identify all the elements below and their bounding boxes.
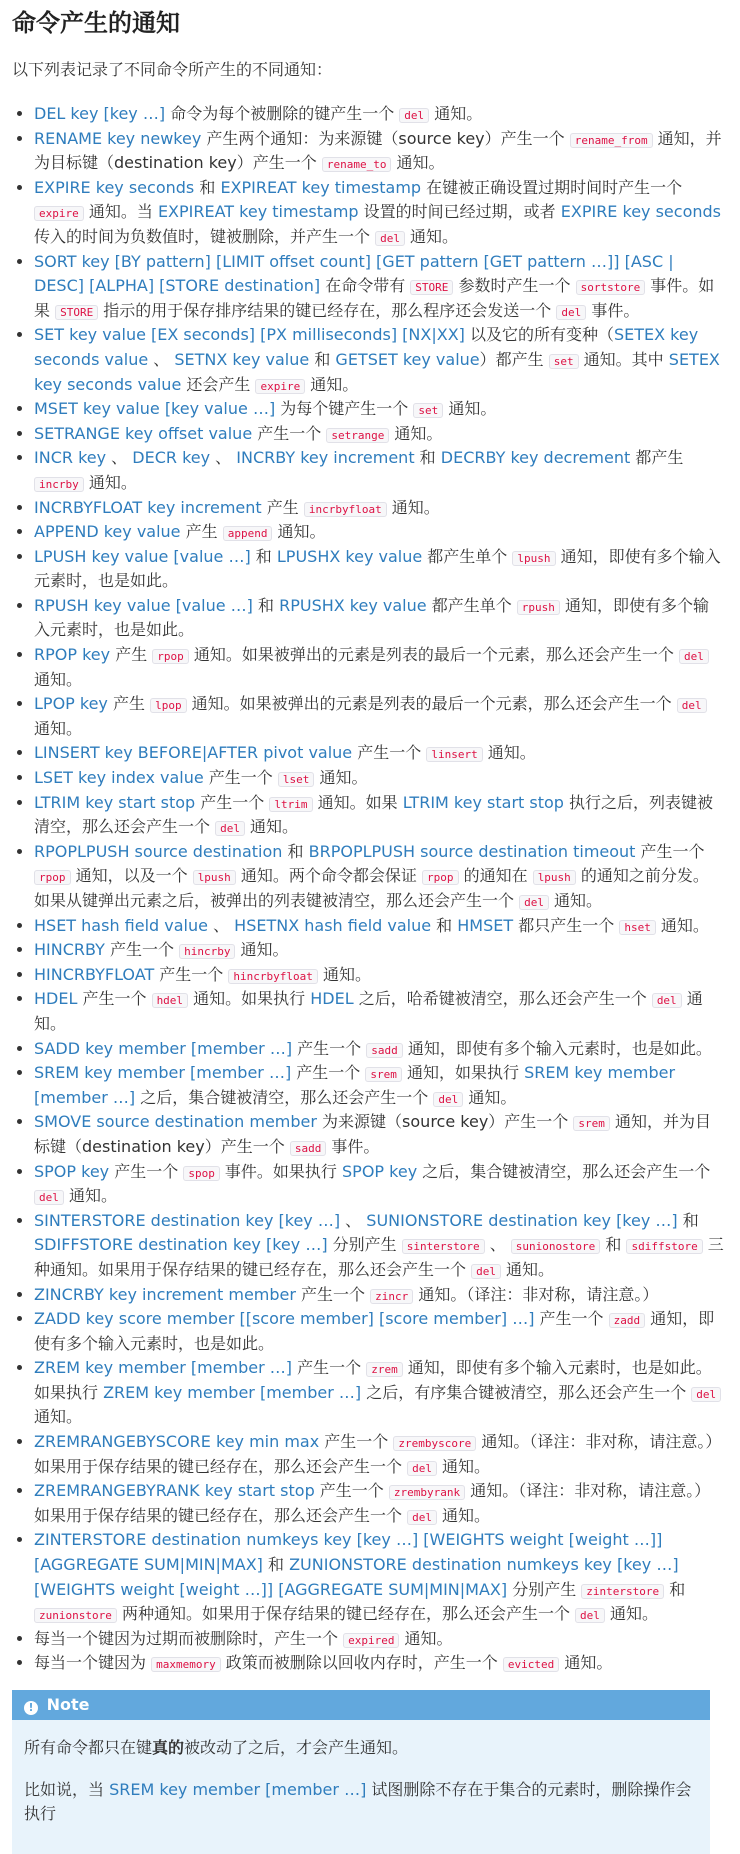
- text-segment: 被改动了之后，才会产生通知。: [184, 1738, 409, 1757]
- text-segment: 产生一个: [352, 743, 427, 763]
- event-code: evicted: [503, 1657, 559, 1672]
- text-segment: 事件。如果执行: [219, 1161, 343, 1181]
- text-segment: 通知，即使有多个输入元素时，也是如此。: [34, 546, 721, 591]
- event-code: STORE: [55, 305, 98, 320]
- text-segment: 、: [484, 1235, 511, 1255]
- event-code: zrembyrank: [389, 1485, 465, 1500]
- list-item: [34, 914, 724, 939]
- text-segment: 命令为每个被删除的键产生一个: [165, 104, 400, 123]
- text-segment: 在键被正确设置过期时间时产生一个: [421, 177, 683, 197]
- event-code: rename_from: [570, 133, 653, 148]
- text-segment: 、: [106, 448, 133, 468]
- text-segment: 通知。: [559, 1653, 613, 1673]
- text-segment: 通知。: [34, 669, 83, 689]
- command-link[interactable]: BRPOPLPUSH source destination timeout: [308, 841, 636, 861]
- event-code: zunionstore: [34, 1608, 117, 1623]
- command-link[interactable]: DECRBY key decrement: [440, 448, 631, 468]
- list-item: [34, 1627, 724, 1652]
- text-segment: 和: [252, 595, 280, 615]
- event-code: sinterstore: [402, 1239, 485, 1254]
- text-segment: 分别产生: [327, 1235, 402, 1255]
- command-link[interactable]: ZREMRANGEBYRANK key start stop: [34, 1481, 315, 1501]
- text-segment: 通知。: [548, 891, 603, 910]
- text-segment: 和: [664, 1579, 686, 1599]
- text-segment: 每当一个键因为: [34, 1653, 152, 1673]
- text-segment: 产生一个: [291, 1063, 366, 1083]
- text-segment: 通知。: [604, 1604, 659, 1624]
- event-code: ltrim: [269, 797, 312, 812]
- text-segment: 产生一个: [252, 423, 327, 443]
- list-item: [34, 1356, 724, 1430]
- text-segment: 、: [148, 349, 175, 369]
- text-segment: 通知，即使有多个输入元素时，也是如此。: [402, 1038, 712, 1058]
- text-segment: 产生一个: [295, 1284, 371, 1304]
- text-segment: 两种通知。如果用于保存结果的键已经存在，那么还会产生一个: [116, 1604, 576, 1624]
- list-item: [34, 766, 724, 791]
- text-segment: 和: [431, 915, 458, 935]
- command-link[interactable]: SPOP key: [342, 1161, 418, 1181]
- command-link[interactable]: SREM key member [member …]: [34, 1063, 676, 1107]
- list-item: [34, 1209, 724, 1283]
- text-segment: 都产生单个: [422, 546, 513, 566]
- command-link[interactable]: HDEL: [34, 989, 78, 1009]
- list-item: [34, 1528, 724, 1626]
- event-code: del: [677, 698, 707, 713]
- command-link[interactable]: RPUSH key value [value …]: [34, 595, 253, 615]
- list-item: [34, 840, 724, 914]
- event-code: del: [652, 993, 682, 1008]
- command-link[interactable]: SPOP key: [34, 1161, 110, 1181]
- list-item: [34, 1307, 724, 1356]
- text-segment: ）都产生: [479, 349, 549, 369]
- text-segment: 为每个键产生一个: [275, 399, 414, 419]
- text-segment: 事件。: [326, 1136, 380, 1156]
- text-segment: 通知，即使有多个输入元素时，也是如此。: [34, 1309, 715, 1353]
- text-segment: 通知，即使有多个输入元素时，也是如此。如果执行: [34, 1358, 712, 1402]
- event-code: spop: [183, 1166, 220, 1181]
- event-code: STORE: [410, 280, 453, 295]
- note-header: [12, 1690, 710, 1720]
- text-segment: 产生一个: [104, 940, 180, 960]
- text-segment: 和: [194, 177, 221, 197]
- text-segment: 通知。: [443, 399, 497, 419]
- text-segment: 试图删除不存在于集合的元素时，删除操作会执行: [24, 1780, 692, 1823]
- text-segment: 政策而被删除以回收内存时，产生一个: [220, 1653, 503, 1673]
- list-item: [34, 1651, 724, 1676]
- text-segment: 比如说，当: [24, 1780, 110, 1799]
- list-item: [34, 176, 724, 250]
- text-segment: 通知。如果被弹出的元素是列表的最后一个元素，那么还会产生一个: [186, 694, 677, 714]
- text-segment: 的通知之前分发。如果从键弹出元素之后，被弹出的列表键被清空，那么还会产生一个: [34, 866, 709, 910]
- text-segment: 产生一个: [154, 964, 229, 984]
- event-code: lpush: [193, 870, 236, 885]
- event-code: linsert: [426, 747, 482, 762]
- emphasis-text: 真的: [152, 1738, 185, 1757]
- event-code: del: [375, 231, 405, 246]
- event-code: expired: [343, 1633, 399, 1648]
- text-segment: 以及它的所有变种（: [464, 325, 614, 345]
- text-segment: 通知。: [314, 768, 368, 788]
- intro-text: 以下列表记录了不同命令所产生的不同通知：: [12, 60, 333, 79]
- event-code: hincrby: [179, 944, 235, 959]
- list-item: [34, 323, 724, 397]
- command-link[interactable]: INCRBY key increment: [236, 448, 415, 468]
- event-code: setrange: [326, 428, 389, 443]
- list-item: [34, 397, 724, 422]
- command-link[interactable]: EXPIRE key seconds: [560, 202, 721, 222]
- text-segment: 通知。（译注：非对称，请注意。）如果用于保存结果的键已经存在，那么还会产生一个: [34, 1432, 722, 1476]
- list-item: [34, 496, 724, 521]
- list-item: [34, 643, 724, 692]
- text-segment: 、: [340, 1210, 367, 1230]
- text-segment: 还会产生: [181, 374, 256, 394]
- event-code: rpop: [152, 649, 189, 664]
- list-item: [34, 1110, 724, 1159]
- text-segment: 通知。如果: [312, 792, 403, 812]
- text-segment: 产生一个: [635, 841, 705, 861]
- list-item: [34, 741, 724, 766]
- command-link[interactable]: HDEL: [310, 989, 354, 1009]
- text-segment: 通知。: [389, 423, 443, 443]
- event-code: append: [223, 526, 273, 541]
- event-code: srem: [365, 1067, 402, 1082]
- command-link[interactable]: ZINCRBY key increment member: [34, 1284, 296, 1304]
- event-code: srem: [573, 1116, 610, 1131]
- list-item: [34, 938, 724, 963]
- text-segment: 通知。: [244, 817, 299, 837]
- list-item: [34, 1160, 724, 1209]
- text-segment: 指示的用于保存排序结果的键已经存在，那么程序还会发送一个: [98, 300, 557, 320]
- command-link[interactable]: LTRIM key start stop: [402, 792, 564, 812]
- command-link[interactable]: HMSET: [457, 915, 514, 935]
- text-segment: 通知。: [34, 989, 703, 1033]
- text-segment: 通知，如果执行: [401, 1063, 525, 1083]
- event-code: set: [413, 403, 443, 418]
- command-link[interactable]: SETEX key seconds value: [34, 325, 699, 369]
- event-code: lpush: [533, 870, 576, 885]
- command-link[interactable]: SETEX key seconds value: [34, 349, 720, 394]
- event-code: lset: [278, 772, 315, 787]
- text-segment: 三种通知。如果用于保存结果的键已经存在，那么还会产生一个: [34, 1235, 724, 1279]
- event-code: zrembyscore: [393, 1436, 476, 1451]
- text-segment: 通知，以及一个: [70, 866, 193, 886]
- text-segment: 通知，并为目标键（destination key）产生一个: [34, 1112, 711, 1156]
- text-segment: 通知。: [83, 472, 137, 492]
- text-segment: 之后，集合键被清空，那么还会产生一个: [417, 1161, 711, 1181]
- text-segment: 通知。其中: [578, 349, 669, 369]
- text-segment: 和: [414, 448, 441, 468]
- text-segment: 产生: [107, 694, 151, 714]
- list-item: [34, 1479, 724, 1528]
- list-item: [34, 520, 724, 545]
- event-code: del: [471, 1264, 501, 1279]
- text-segment: 分别产生: [507, 1579, 582, 1599]
- command-link[interactable]: SDIFFSTORE destination key [key …]: [34, 1235, 328, 1255]
- text-segment: 通知。: [386, 497, 440, 517]
- list-item: [34, 1283, 724, 1308]
- command-link[interactable]: HSET hash field value: [34, 915, 208, 935]
- text-segment: 通知。（译注：非对称，请注意。）: [413, 1284, 659, 1304]
- page-title: 命令产生的通知: [12, 9, 180, 37]
- command-link[interactable]: SETRANGE key offset value: [34, 423, 253, 443]
- event-code: del: [407, 1461, 437, 1476]
- text-segment: 通知。两个命令都会保证: [235, 866, 422, 886]
- text-segment: 产生两个通知：为来源键（source key）产生一个: [201, 128, 570, 148]
- list-item: [34, 127, 724, 176]
- event-code: sunionostore: [511, 1239, 600, 1254]
- text-segment: 通知。: [436, 1505, 491, 1525]
- event-code: del: [407, 1510, 437, 1525]
- command-link[interactable]: RPUSHX key value: [279, 595, 427, 615]
- text-segment: 产生一个: [314, 1481, 389, 1501]
- text-segment: 的通知在: [458, 866, 533, 886]
- list-item: [34, 250, 724, 324]
- text-segment: 通知。: [655, 915, 709, 935]
- event-code: del: [575, 1608, 605, 1623]
- text-segment: 之后，有序集合键被清空，那么还会产生一个: [361, 1382, 692, 1402]
- command-link[interactable]: SUNIONSTORE destination key [key …]: [366, 1210, 678, 1230]
- command-link[interactable]: ZREM key member [member …]: [34, 1358, 293, 1378]
- text-segment: 所有命令都只在键: [24, 1738, 153, 1757]
- command-link[interactable]: GETSET key value: [335, 349, 480, 369]
- command-link[interactable]: ZREM key member [member …]: [103, 1382, 362, 1402]
- list-item: [34, 545, 724, 594]
- text-segment: 通知。如果执行: [188, 989, 311, 1009]
- command-link[interactable]: EXPIREAT key timestamp: [220, 177, 422, 197]
- command-link[interactable]: EXPIRE key seconds: [34, 177, 195, 197]
- text-segment: 为来源键（source key）产生一个: [316, 1112, 574, 1132]
- text-segment: 参数时产生一个: [453, 276, 576, 296]
- text-segment: 、: [210, 448, 237, 468]
- text-segment: 通知。: [399, 1628, 453, 1648]
- text-segment: 通知。: [436, 1456, 491, 1476]
- text-segment: 都产生: [630, 448, 684, 468]
- note-body: [12, 1720, 710, 1854]
- text-segment: 产生: [180, 522, 223, 542]
- command-link[interactable]: HINCRBY: [34, 940, 105, 960]
- text-segment: 通知。: [63, 1186, 117, 1206]
- command-link[interactable]: ZUNIONSTORE destination numkeys key [key …] [WEIGHTS weight [weight …]] [AGGREGATE SUM|MIN|MAX]: [34, 1555, 679, 1599]
- text-segment: 通知。: [235, 940, 289, 960]
- command-link[interactable]: SREM key member [member …]: [34, 1063, 292, 1083]
- text-segment: 产生一个: [292, 1358, 367, 1378]
- list-item: [34, 102, 724, 127]
- event-code: del: [691, 1387, 721, 1402]
- command-link[interactable]: ZINTERSTORE destination numkeys key [key …] [WEIGHTS weight [weight …]] [AGGREGATE SUM|MIN|MAX]: [34, 1530, 663, 1575]
- text-segment: 执行之后，列表键被清空，那么还会产生一个: [34, 792, 714, 837]
- list-item: [34, 791, 724, 840]
- command-link[interactable]: SMOVE source destination member: [34, 1112, 317, 1132]
- command-link[interactable]: RENAME key newkey: [34, 128, 202, 148]
- list-item: [34, 1061, 724, 1110]
- event-code: hset: [619, 920, 656, 935]
- command-link[interactable]: LPOP key: [34, 694, 108, 714]
- text-segment: 设置的时间已经过期，或者: [358, 202, 561, 222]
- event-code: del: [215, 821, 245, 836]
- text-segment: 通知。: [391, 153, 445, 173]
- event-code: del: [556, 305, 586, 320]
- event-code: del: [433, 1092, 463, 1107]
- text-segment: 通知。: [317, 964, 371, 984]
- command-link[interactable]: LPUSH key value [value …]: [34, 546, 251, 566]
- text-segment: 产生一个: [319, 1432, 394, 1452]
- command-link[interactable]: LSET key index value: [34, 768, 204, 788]
- event-code: rpop: [422, 870, 459, 885]
- event-code: expire: [255, 379, 305, 394]
- list-item: [34, 692, 724, 741]
- text-segment: 通知。: [463, 1087, 517, 1107]
- event-code: del: [519, 895, 549, 910]
- command-link[interactable]: ZADD key score member [[score member] [score member] …]: [34, 1309, 535, 1329]
- command-link[interactable]: APPEND key value: [34, 522, 181, 542]
- event-code: incrby: [34, 477, 84, 492]
- text-segment: 、: [207, 915, 235, 935]
- command-link[interactable]: LTRIM key start stop: [34, 792, 196, 812]
- event-code: hincrbyfloat: [228, 969, 317, 984]
- event-code: incrbyfloat: [304, 502, 387, 517]
- text-segment: 产生一个: [292, 1038, 367, 1058]
- command-link[interactable]: SETNX key value: [174, 349, 310, 369]
- text-segment: 在命令带有: [320, 276, 411, 296]
- event-code: zincr: [370, 1289, 413, 1304]
- event-code: sdiffstore: [626, 1239, 702, 1254]
- command-link[interactable]: MSET key value [key value …]: [34, 399, 276, 419]
- event-code: del: [34, 1190, 64, 1205]
- text-segment: 产生: [261, 497, 304, 517]
- event-code: maxmemory: [151, 1657, 221, 1672]
- command-link[interactable]: SORT key [BY pattern] [LIMIT offset count] [GET pattern [GET pattern …]] [ASC | DESC] [ALPHA] [STORE destination]: [34, 251, 674, 296]
- text-segment: 事件。如果: [34, 276, 715, 320]
- event-code: set: [549, 354, 579, 369]
- event-code: del: [399, 108, 429, 123]
- text-segment: 都产生单个: [426, 595, 517, 615]
- text-segment: 产生一个: [534, 1309, 609, 1329]
- notification-list: [12, 102, 724, 1676]
- text-segment: 产生: [110, 645, 153, 665]
- event-code: del: [679, 649, 709, 664]
- event-code: rpush: [517, 600, 560, 615]
- text-segment: 通知。: [34, 1407, 83, 1427]
- text-segment: 传入的时间为负数值时，键被删除，并产生一个: [34, 226, 376, 246]
- command-link[interactable]: ZREMRANGEBYSCORE key min max: [34, 1432, 320, 1452]
- event-code: zadd: [609, 1313, 646, 1328]
- command-link[interactable]: INCRBYFLOAT key increment: [34, 497, 262, 517]
- command-link[interactable]: LINSERT key BEFORE|AFTER pivot value: [34, 743, 353, 763]
- event-code: expire: [34, 206, 84, 221]
- note-paragraph: [24, 1736, 698, 1760]
- event-code: zinterstore: [581, 1584, 664, 1599]
- command-link[interactable]: DEL key [key …]: [34, 104, 166, 123]
- list-item: [34, 422, 724, 447]
- text-segment: 通知，即使有多个输入元素时，也是如此。: [34, 595, 710, 640]
- event-code: sadd: [366, 1043, 403, 1058]
- event-code: lpop: [150, 698, 187, 713]
- text-segment: 通知。: [34, 718, 83, 738]
- command-link[interactable]: RPOPLPUSH source destination: [34, 841, 283, 861]
- event-code: hdel: [152, 993, 189, 1008]
- text-segment: 和: [309, 349, 336, 369]
- command-link[interactable]: EXPIREAT key timestamp: [157, 202, 359, 222]
- list-item: [34, 963, 724, 988]
- text-segment: 产生一个: [77, 989, 152, 1009]
- command-link[interactable]: LPUSHX key value: [276, 546, 423, 566]
- text-segment: 通知。: [272, 522, 326, 542]
- command-link[interactable]: SINTERSTORE destination key [key …]: [34, 1210, 341, 1230]
- text-segment: 通知。当: [83, 202, 158, 222]
- exclamation-circle-icon: !: [24, 1701, 38, 1715]
- text-segment: 通知。如果被弹出的元素是列表的最后一个元素，那么还会产生一个: [188, 645, 679, 665]
- list-item: [34, 1037, 724, 1062]
- text-segment: 和: [262, 1555, 290, 1575]
- command-link[interactable]: DECR key: [132, 448, 211, 468]
- command-link[interactable]: SREM key member [member …]: [109, 1780, 367, 1799]
- event-code: sadd: [290, 1141, 327, 1156]
- note-title: Note: [46, 1695, 90, 1714]
- command-link[interactable]: HINCRBYFLOAT: [34, 964, 155, 984]
- event-code: sortstore: [576, 280, 646, 295]
- command-link[interactable]: SET key value [EX seconds] [PX milliseconds] [NX|XX]: [34, 325, 465, 345]
- text-segment: 通知。: [482, 743, 536, 763]
- text-segment: 产生一个: [195, 792, 270, 812]
- text-segment: 通知。: [500, 1259, 555, 1279]
- text-segment: 每当一个键因为过期而被删除时，产生一个: [34, 1628, 344, 1648]
- text-segment: 通知。: [305, 374, 359, 394]
- list-item: [34, 446, 724, 495]
- text-segment: 之后，哈希键被清空，那么还会产生一个: [353, 989, 652, 1009]
- text-segment: 通知。: [429, 104, 483, 123]
- text-segment: 通知。（译注：非对称，请注意。）如果用于保存结果的键已经存在，那么还会产生一个: [34, 1481, 711, 1525]
- text-segment: 和: [250, 546, 277, 566]
- text-segment: 产生一个: [109, 1161, 184, 1181]
- text-segment: 产生一个: [203, 768, 278, 788]
- text-segment: 和: [282, 841, 309, 861]
- note-box: [12, 1690, 710, 1854]
- text-segment: 和: [600, 1235, 627, 1255]
- list-item: [34, 1430, 724, 1479]
- text-segment: 事件。: [586, 300, 640, 320]
- text-segment: 通知，并为目标键（destination key）产生一个: [34, 128, 722, 173]
- command-link[interactable]: INCR key: [34, 448, 107, 468]
- note-paragraph: [24, 1778, 698, 1826]
- text-segment: 和: [677, 1210, 699, 1230]
- list-item: [34, 987, 724, 1036]
- list-item: [34, 594, 724, 643]
- text-segment: 都只产生一个: [513, 915, 620, 935]
- event-code: zrem: [366, 1362, 403, 1377]
- command-link[interactable]: RPOP key: [34, 645, 111, 665]
- event-code: lpush: [512, 551, 555, 566]
- command-link[interactable]: HSETNX hash field value: [234, 915, 432, 935]
- event-code: rename_to: [322, 157, 392, 172]
- text-segment: 之后，集合键被清空，那么还会产生一个: [135, 1087, 434, 1107]
- command-link[interactable]: SADD key member [member …]: [34, 1038, 293, 1058]
- text-segment: 通知。: [404, 226, 459, 246]
- event-code: rpop: [34, 870, 71, 885]
